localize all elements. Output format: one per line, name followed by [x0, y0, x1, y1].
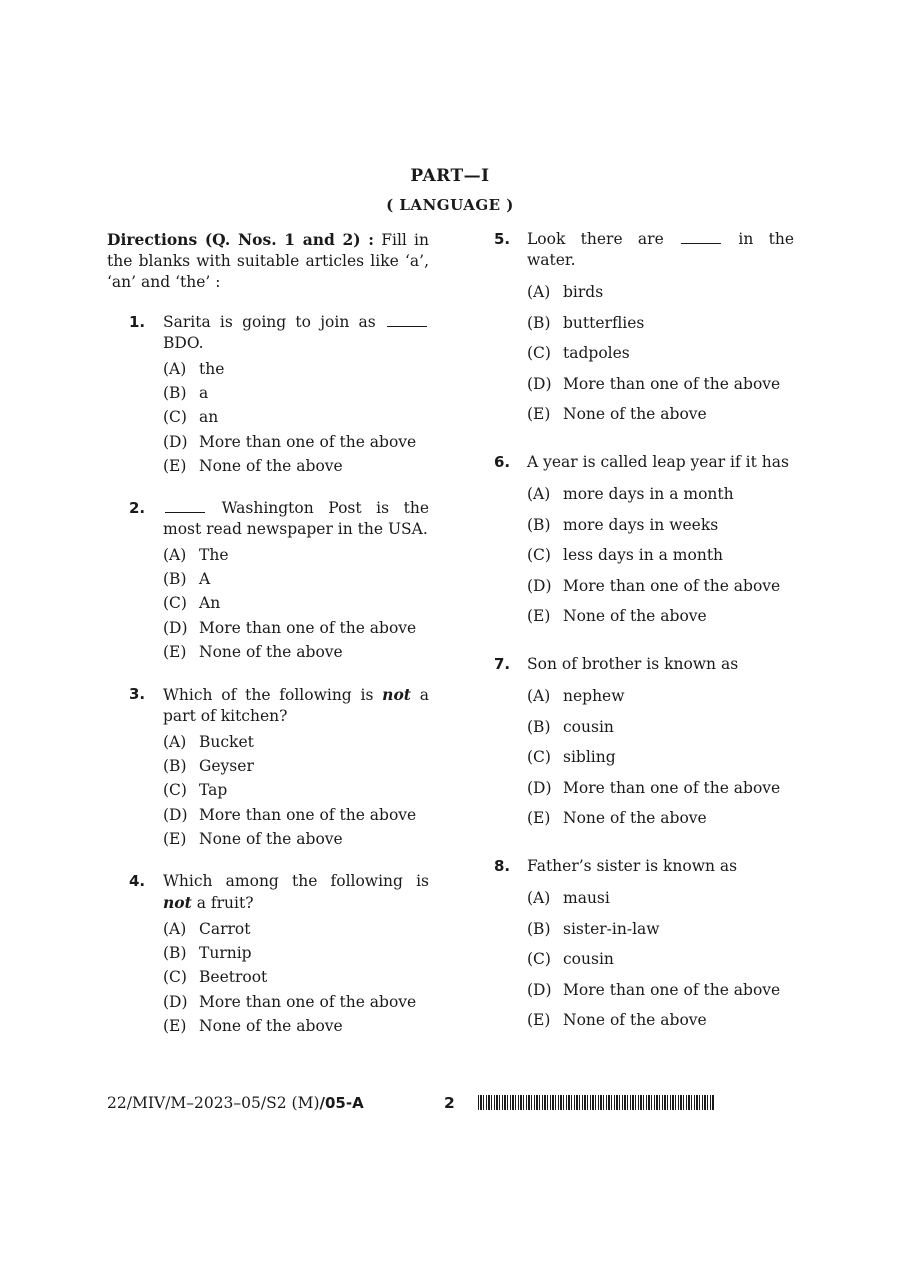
option-c[interactable]: (C) sibling: [527, 748, 616, 767]
option-c[interactable]: (C) Tap: [163, 781, 228, 800]
option-c[interactable]: (C) Beetroot: [163, 968, 268, 987]
option-e[interactable]: (E) None of the above: [527, 607, 707, 626]
option-d[interactable]: (D) More than one of the above: [527, 778, 781, 797]
option-c[interactable]: (C) cousin: [527, 950, 614, 969]
blank-line: [165, 499, 205, 513]
question-text: Which among the following is not a fruit?: [163, 872, 429, 913]
question-text: Washington Post is the most read newspaper in the USA.: [163, 499, 429, 539]
question-8: [494, 856, 794, 1036]
option-a[interactable]: (A) The: [163, 546, 229, 565]
question-6: [494, 452, 794, 632]
right-column: [494, 229, 794, 1058]
question-number: 1.: [129, 313, 146, 331]
question-7: [494, 654, 794, 834]
paper-code: 22/MIV/M–2023–05/S2 (M)/05-A: [107, 1094, 364, 1112]
option-d[interactable]: (D) More than one of the above: [163, 992, 417, 1011]
question-4: [107, 871, 429, 1038]
question-number: 3.: [129, 685, 146, 704]
option-d[interactable]: (D) More than one of the above: [163, 432, 417, 451]
option-d[interactable]: (D) More than one of the above: [527, 576, 781, 595]
option-a[interactable]: (A) more days in a month: [527, 484, 734, 503]
option-e[interactable]: (E) None of the above: [163, 642, 343, 661]
option-c[interactable]: (C) tadpoles: [527, 344, 630, 363]
option-list: [527, 883, 794, 1036]
question-2: [107, 498, 429, 664]
option-list: [163, 543, 429, 664]
question-number: 8.: [494, 856, 511, 875]
blank-line: [387, 313, 427, 327]
paper-code-series: /05-A: [319, 1094, 364, 1112]
option-d[interactable]: (D) More than one of the above: [163, 805, 417, 824]
question-number: 6.: [494, 452, 511, 471]
question-text: Which of the following is not a part of kitchen?: [163, 685, 429, 726]
question-text: Father’s sister is known as: [527, 856, 738, 875]
option-d[interactable]: (D) More than one of the above: [527, 374, 781, 393]
question-1: [107, 312, 429, 478]
barcode-icon: [478, 1095, 714, 1110]
question-text: Look there are in the water.: [527, 230, 794, 269]
question-number: 5.: [494, 230, 511, 248]
left-column: [107, 229, 429, 1058]
option-a[interactable]: (A) Carrot: [163, 920, 251, 939]
directions-text: Fill in the blanks with suitable articles like ‘a’, ‘an’ and ‘the’ :: [107, 231, 429, 291]
option-c[interactable]: (C) an: [163, 408, 219, 427]
option-a[interactable]: (A) birds: [527, 283, 604, 301]
option-e[interactable]: (E) None of the above: [527, 809, 707, 828]
question-3: [107, 684, 429, 851]
option-list: [527, 681, 794, 834]
option-list: [163, 357, 429, 478]
directions-label: Directions (Q. Nos. 1 and 2) :: [107, 230, 375, 249]
option-list: [527, 277, 794, 430]
emphasis-not: not: [163, 893, 192, 913]
directions: [107, 229, 429, 293]
option-b[interactable]: (B) Turnip: [163, 944, 252, 963]
page-number: 2: [444, 1094, 455, 1112]
option-b[interactable]: (B) Geyser: [163, 757, 254, 776]
option-e[interactable]: (E) None of the above: [163, 456, 343, 475]
part-title: PART—I: [410, 166, 490, 186]
question-text: Sarita is going to join as BDO.: [163, 312, 429, 354]
option-d[interactable]: (D) More than one of the above: [163, 618, 417, 637]
option-e[interactable]: (E) None of the above: [527, 1011, 707, 1030]
option-a[interactable]: (A) Bucket: [163, 733, 254, 752]
option-d[interactable]: (D) More than one of the above: [527, 980, 781, 999]
emphasis-not: not: [382, 685, 411, 705]
question-number: 7.: [494, 654, 511, 673]
section-subtitle: ( LANGUAGE ): [386, 196, 514, 214]
option-b[interactable]: (B) butterflies: [527, 313, 645, 332]
question-text: A year is called leap year if it has: [527, 452, 789, 471]
question-number: 4.: [129, 872, 146, 891]
option-e[interactable]: (E) None of the above: [527, 405, 707, 424]
option-b[interactable]: (B) more days in weeks: [527, 515, 719, 534]
option-b[interactable]: (B) A: [163, 570, 211, 589]
option-c[interactable]: (C) less days in a month: [527, 546, 724, 565]
blank-line: [681, 230, 721, 244]
option-list: [163, 917, 429, 1038]
option-a[interactable]: (A) the: [163, 360, 225, 378]
question-text: Son of brother is known as: [527, 654, 739, 673]
option-a[interactable]: (A) mausi: [527, 888, 610, 907]
question-5: [494, 229, 794, 430]
option-b[interactable]: (B) sister-in-law: [527, 919, 660, 938]
option-e[interactable]: (E) None of the above: [163, 829, 343, 848]
option-b[interactable]: (B) cousin: [527, 717, 614, 736]
option-a[interactable]: (A) nephew: [527, 686, 625, 705]
option-list: [163, 730, 429, 851]
option-e[interactable]: (E) None of the above: [163, 1016, 343, 1035]
option-c[interactable]: (C) An: [163, 594, 221, 613]
option-list: [527, 479, 794, 632]
question-number: 2.: [129, 499, 146, 518]
option-b[interactable]: (B) a: [163, 384, 209, 403]
